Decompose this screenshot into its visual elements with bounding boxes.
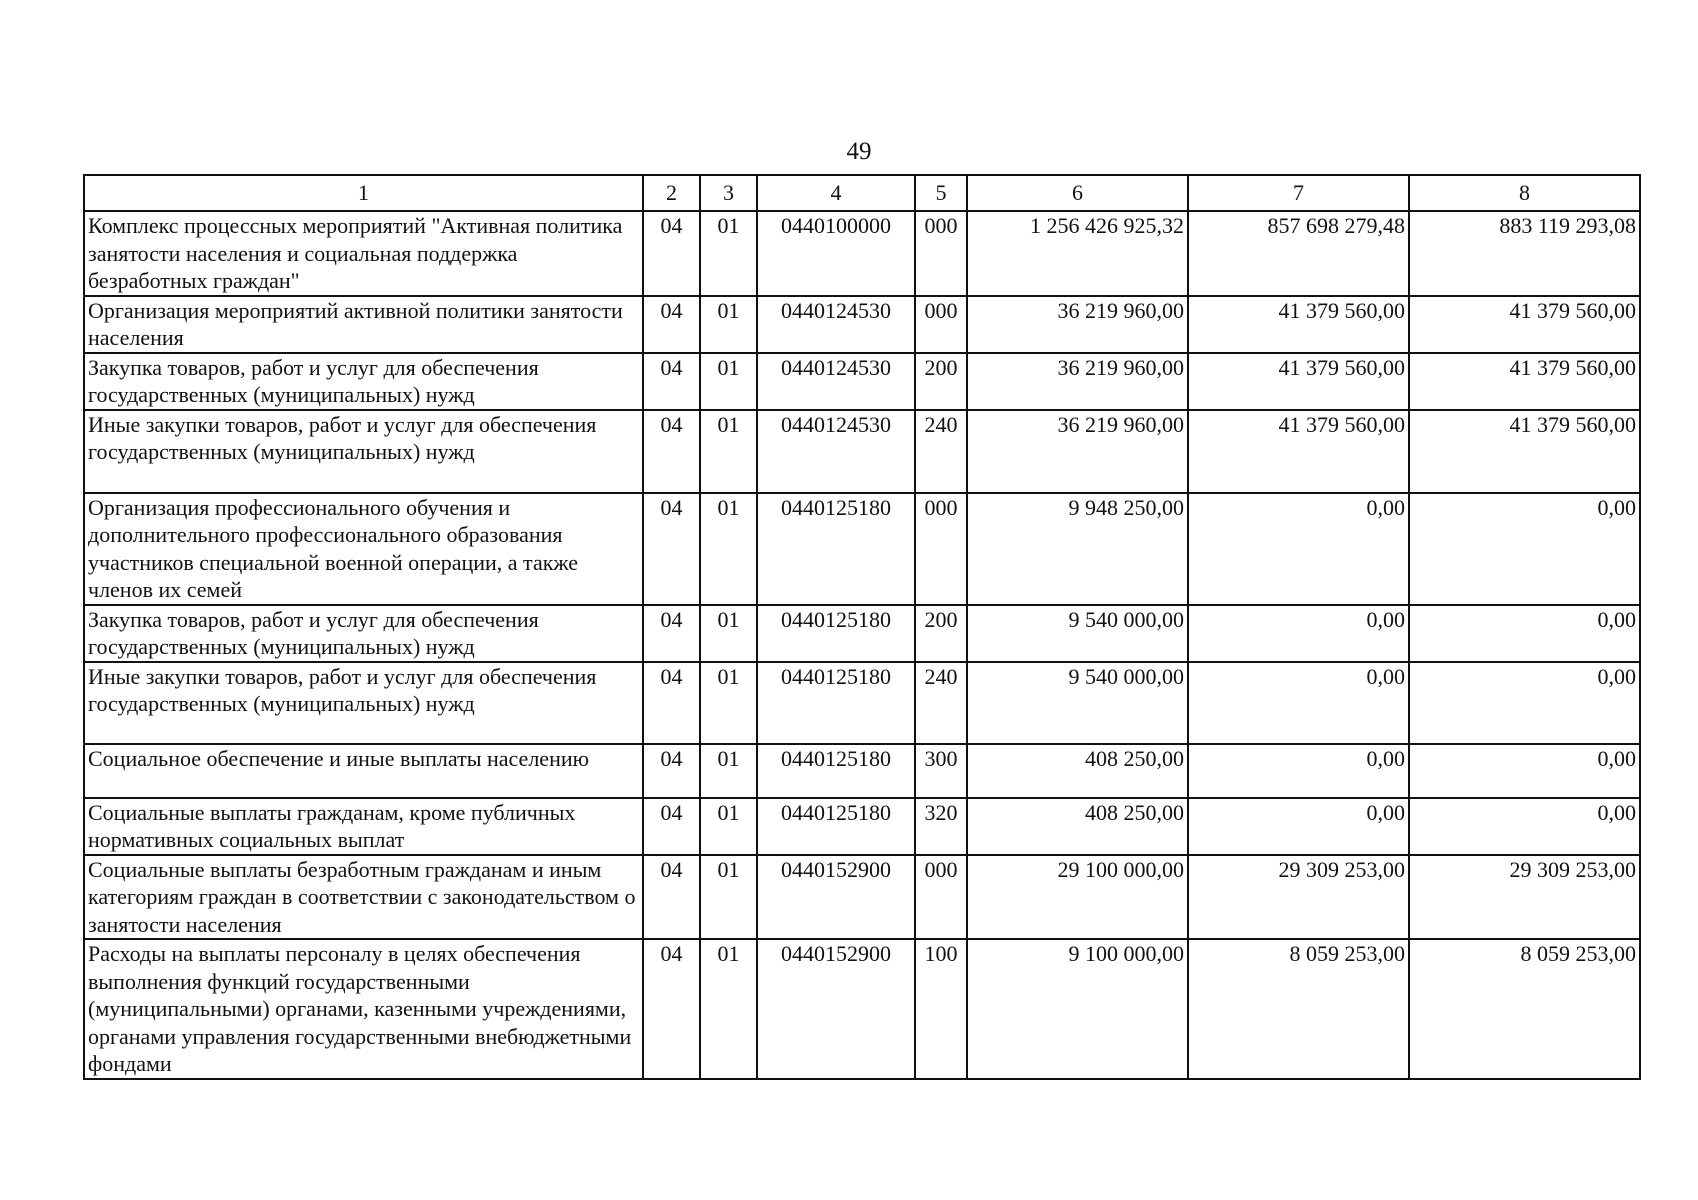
table-row: [84, 296, 1640, 353]
target-article-cell: 0440125180: [757, 744, 915, 798]
section-code-cell: 04: [643, 662, 700, 744]
section-code-cell: 04: [643, 211, 700, 296]
amount-col6-cell: 1 256 426 925,32: [967, 211, 1188, 296]
amount-col7-cell: 0,00: [1188, 605, 1409, 662]
expense-type-cell: 000: [915, 493, 967, 605]
table-row: [84, 855, 1640, 940]
subsection-code-cell: 01: [700, 493, 757, 605]
amount-col7-cell: 8 059 253,00: [1188, 939, 1409, 1079]
row-name-cell: Расходы на выплаты персоналу в целях обеспечения выполнения функций государственными (муниципальными) органами, казенными учреждениями, органами управления государственными внебюджетными фондами: [84, 939, 643, 1079]
amount-col8-cell: 0,00: [1409, 493, 1640, 605]
amount-col6-cell: 36 219 960,00: [967, 296, 1188, 353]
table-row: [84, 353, 1640, 410]
expense-type-cell: 200: [915, 605, 967, 662]
row-name-cell: Социальные выплаты гражданам, кроме публичных нормативных социальных выплат: [84, 798, 643, 855]
expense-type-cell: 100: [915, 939, 967, 1079]
amount-col6-cell: 29 100 000,00: [967, 855, 1188, 940]
target-article-cell: 0440125180: [757, 605, 915, 662]
amount-col7-cell: 41 379 560,00: [1188, 410, 1409, 493]
amount-col8-cell: 0,00: [1409, 798, 1640, 855]
target-article-cell: 0440125180: [757, 493, 915, 605]
table-row: [84, 744, 1640, 798]
section-code-cell: 04: [643, 410, 700, 493]
row-name-cell: Комплекс процессных мероприятий "Активная политика занятости населения и социальная поддержка безработных граждан": [84, 211, 643, 296]
header-cell-2: 2: [643, 175, 700, 211]
table-row: [84, 939, 1640, 1079]
row-name-cell: Иные закупки товаров, работ и услуг для обеспечения государственных (муниципальных) нужд: [84, 662, 643, 744]
amount-col7-cell: 41 379 560,00: [1188, 296, 1409, 353]
amount-col6-cell: 9 100 000,00: [967, 939, 1188, 1079]
table-row: [84, 605, 1640, 662]
expense-type-cell: 320: [915, 798, 967, 855]
table-row: [84, 211, 1640, 296]
amount-col7-cell: 0,00: [1188, 662, 1409, 744]
amount-col6-cell: 36 219 960,00: [967, 410, 1188, 493]
header-cell-8: 8: [1409, 175, 1640, 211]
expense-type-cell: 300: [915, 744, 967, 798]
section-code-cell: 04: [643, 605, 700, 662]
subsection-code-cell: 01: [700, 410, 757, 493]
subsection-code-cell: 01: [700, 798, 757, 855]
section-code-cell: 04: [643, 493, 700, 605]
section-code-cell: 04: [643, 353, 700, 410]
amount-col7-cell: 29 309 253,00: [1188, 855, 1409, 940]
table-row: [84, 662, 1640, 744]
header-cell-1: 1: [84, 175, 643, 211]
subsection-code-cell: 01: [700, 211, 757, 296]
amount-col8-cell: 0,00: [1409, 744, 1640, 798]
row-name-cell: Иные закупки товаров, работ и услуг для обеспечения государственных (муниципальных) нужд: [84, 410, 643, 493]
table-row: [84, 410, 1640, 493]
amount-col8-cell: 41 379 560,00: [1409, 410, 1640, 493]
amount-col6-cell: 9 540 000,00: [967, 605, 1188, 662]
expense-type-cell: 200: [915, 353, 967, 410]
amount-col6-cell: 36 219 960,00: [967, 353, 1188, 410]
amount-col7-cell: 0,00: [1188, 744, 1409, 798]
expense-type-cell: 000: [915, 211, 967, 296]
target-article-cell: 0440124530: [757, 296, 915, 353]
section-code-cell: 04: [643, 939, 700, 1079]
amount-col6-cell: 408 250,00: [967, 744, 1188, 798]
amount-col7-cell: 857 698 279,48: [1188, 211, 1409, 296]
amount-col6-cell: 9 540 000,00: [967, 662, 1188, 744]
header-cell-5: 5: [915, 175, 967, 211]
amount-col6-cell: 9 948 250,00: [967, 493, 1188, 605]
header-cell-6: 6: [967, 175, 1188, 211]
subsection-code-cell: 01: [700, 939, 757, 1079]
target-article-cell: 0440124530: [757, 353, 915, 410]
subsection-code-cell: 01: [700, 605, 757, 662]
table-row: [84, 798, 1640, 855]
subsection-code-cell: 01: [700, 353, 757, 410]
row-name-cell: Социальное обеспечение и иные выплаты населению: [84, 744, 643, 798]
amount-col7-cell: 0,00: [1188, 798, 1409, 855]
expense-type-cell: 240: [915, 410, 967, 493]
row-name-cell: Организация мероприятий активной политики занятости населения: [84, 296, 643, 353]
amount-col8-cell: 883 119 293,08: [1409, 211, 1640, 296]
budget-table: [83, 174, 1641, 1080]
subsection-code-cell: 01: [700, 662, 757, 744]
amount-col6-cell: 408 250,00: [967, 798, 1188, 855]
section-code-cell: 04: [643, 744, 700, 798]
amount-col7-cell: 0,00: [1188, 493, 1409, 605]
target-article-cell: 0440124530: [757, 410, 915, 493]
target-article-cell: 0440100000: [757, 211, 915, 296]
amount-col8-cell: 41 379 560,00: [1409, 296, 1640, 353]
amount-col8-cell: 0,00: [1409, 662, 1640, 744]
amount-col7-cell: 41 379 560,00: [1188, 353, 1409, 410]
row-name-cell: Социальные выплаты безработным гражданам и иным категориям граждан в соответствии с законодательством о занятости населения: [84, 855, 643, 940]
amount-col8-cell: 29 309 253,00: [1409, 855, 1640, 940]
table-body: [84, 175, 1640, 1079]
section-code-cell: 04: [643, 296, 700, 353]
amount-col8-cell: 41 379 560,00: [1409, 353, 1640, 410]
subsection-code-cell: 01: [700, 744, 757, 798]
table-row: [84, 493, 1640, 605]
expense-type-cell: 240: [915, 662, 967, 744]
target-article-cell: 0440125180: [757, 662, 915, 744]
header-cell-3: 3: [700, 175, 757, 211]
amount-col8-cell: 0,00: [1409, 605, 1640, 662]
row-name-cell: Закупка товаров, работ и услуг для обеспечения государственных (муниципальных) нужд: [84, 605, 643, 662]
target-article-cell: 0440125180: [757, 798, 915, 855]
section-code-cell: 04: [643, 798, 700, 855]
row-name-cell: Организация профессионального обучения и дополнительного профессионального образования участников специальной военной операции, а также членов их семей: [84, 493, 643, 605]
amount-col8-cell: 8 059 253,00: [1409, 939, 1640, 1079]
section-code-cell: 04: [643, 855, 700, 940]
target-article-cell: 0440152900: [757, 855, 915, 940]
expense-type-cell: 000: [915, 855, 967, 940]
header-cell-4: 4: [757, 175, 915, 211]
subsection-code-cell: 01: [700, 296, 757, 353]
header-row: [84, 175, 1640, 211]
header-cell-7: 7: [1188, 175, 1409, 211]
row-name-cell: Закупка товаров, работ и услуг для обеспечения государственных (муниципальных) нужд: [84, 353, 643, 410]
expense-type-cell: 000: [915, 296, 967, 353]
target-article-cell: 0440152900: [757, 939, 915, 1079]
page-number: 49: [846, 138, 872, 165]
subsection-code-cell: 01: [700, 855, 757, 940]
